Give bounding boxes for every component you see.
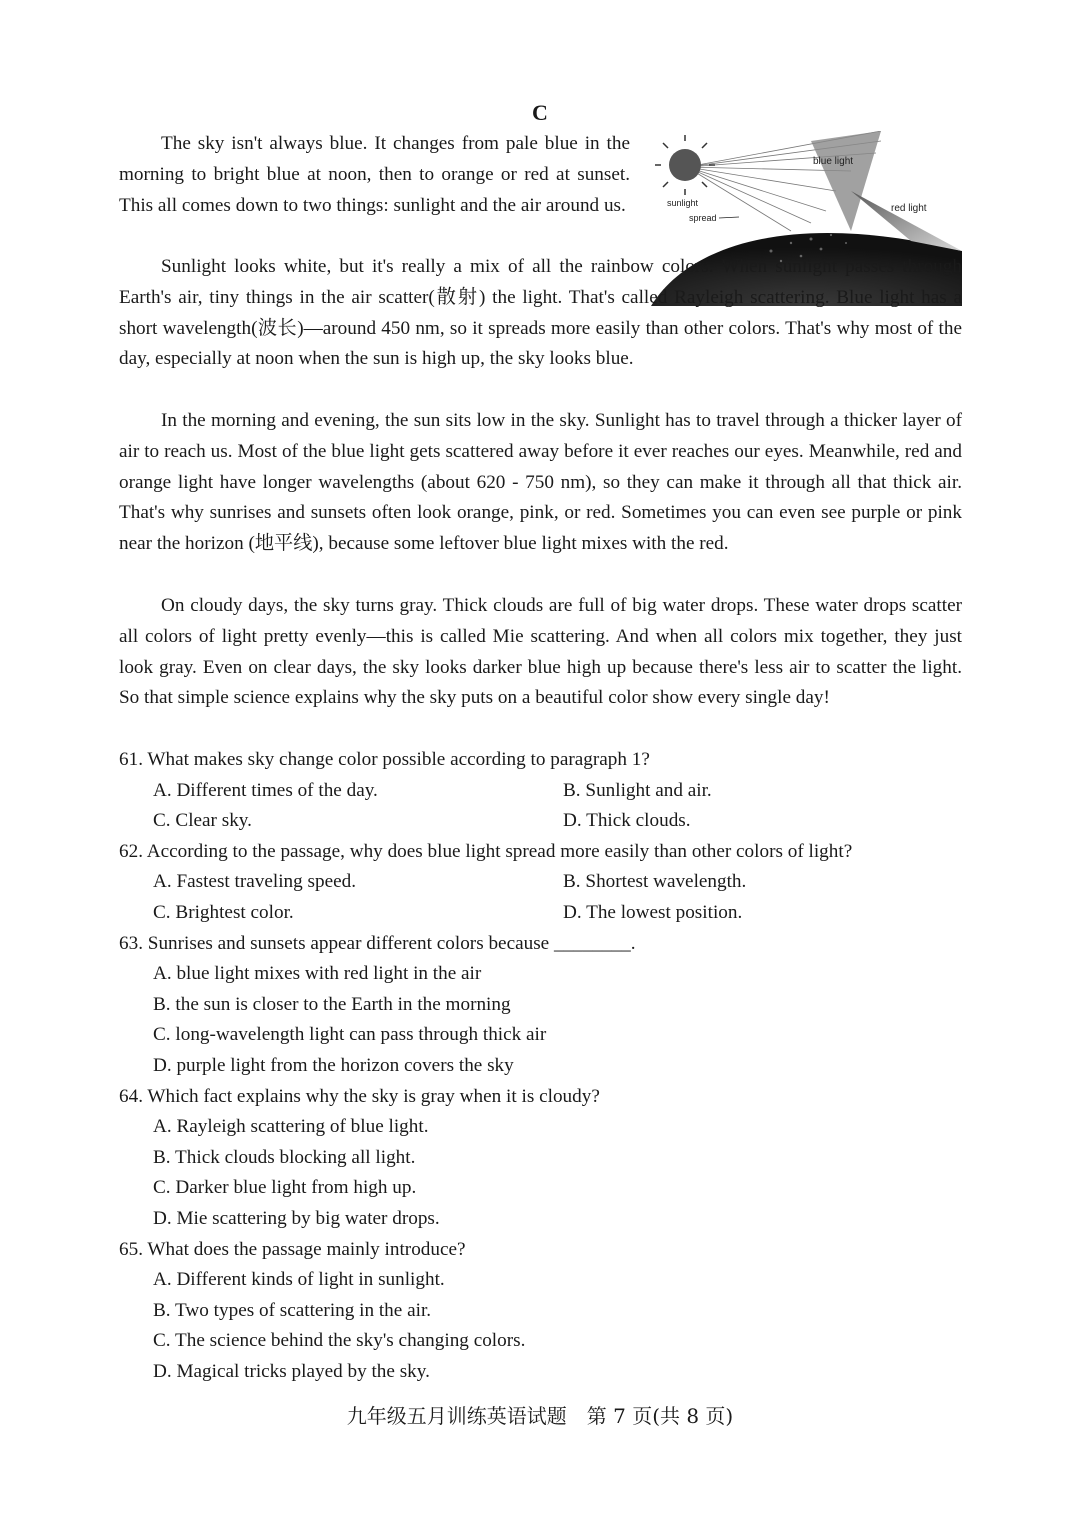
option: C. Darker blue light from high up. [153,1177,417,1199]
option: A. Fastest traveling speed. [153,871,357,893]
option: A. Different kinds of light in sunlight. [153,1269,445,1291]
label-sunlight: sunlight [667,198,699,208]
question-61 [119,745,962,837]
option: B. Shortest wavelength. [563,871,747,893]
label-blue-light: blue light [813,156,854,167]
option: C. Clear sky. [153,810,252,832]
option: D. The lowest position. [563,901,743,923]
question-64 [119,1082,962,1235]
paragraph-2-text: Sunlight looks white, but it's really a mix of all the rainbow colors. When sunlight passes through Earth's air, tiny things in the air scatter(散射) the light. That's called Rayleigh scattering. Blue light has a short wavelength(波长)—around 450 nm, so it spreads more easily than other colors. That's why most of the day, especially at noon when the sun is high up, the sky looks blue. [119,256,962,370]
questions [119,745,962,1387]
option: B. Thick clouds blocking all light. [153,1146,416,1168]
option: D. purple light from the horizon covers the sky [153,1054,514,1076]
paragraph-2 [119,252,962,375]
option: D. Magical tricks played by the sky. [153,1360,430,1382]
option: B. Sunlight and air. [563,779,712,801]
question-stem: 61. What makes sky change color possible according to paragraph 1? [119,749,650,770]
page-footer: 九年级五月训练英语试题 第 7 页(共 8 页) [346,1404,734,1428]
option: C. long-wavelength light can pass through thick air [153,1024,547,1046]
option: D. Mie scattering by big water drops. [153,1207,440,1229]
question-62 [119,837,962,929]
question-stem: 62. According to the passage, why does blue light spread more easily than other colors of light? [119,840,853,862]
option: C. The science behind the sky's changing colors. [153,1330,526,1352]
option: A. Different times of the day. [153,779,378,801]
question-65 [119,1235,962,1388]
option: C. Brightest color. [153,901,294,923]
option: B. the sun is closer to the Earth in the morning [153,993,511,1015]
option: A. blue light mixes with red light in the air [153,963,482,985]
paragraph-3: In the morning and evening, the sun sits low in the sky. Sunlight has to travel through a thicker layer of air to reach us. Most of the blue light gets scattered away before it ever reaches our eyes. Meanwhile, red and orange light have longer wavelengths (about 620 - 750 nm), so they can make it through all that thick air. That's why sunrises and sunsets often look orange, pink, or red. Sometimes you can even see purple or pink near the horizon (地平线), because some leftover blue light mixes with the red. [119,410,962,555]
option: A. Rayleigh scattering of blue light. [153,1116,429,1138]
option: D. Thick clouds. [563,810,691,832]
question-stem: 65. What does the passage mainly introduce? [119,1238,466,1260]
option: B. Two types of scattering in the air. [153,1299,432,1321]
paragraph-1: The sky isn't always blue. It changes from pale blue in the morning to bright blue at noon, then to orange or red at sunset. This all comes down to two things: sunlight and the air around us. [119,133,630,216]
question-63 [119,929,962,1082]
paragraph-4: On cloudy days, the sky turns gray. Thick clouds are full of big water drops. These water drops scatter all colors of light pretty evenly—this is called Mie scattering. And when all colors mix together, they just look gray. Even on clear days, the sky looks darker blue high up because there's less air to scatter the light. So that simple science explains why the sky puts on a beautiful color show every single day! [119,595,962,709]
label-spread: spread [689,213,717,223]
section-title: C [532,100,548,125]
question-stem: 63. Sunrises and sunsets appear different colors because ________. [119,932,636,954]
question-stem: 64. Which fact explains why the sky is gray when it is cloudy? [119,1085,600,1107]
label-red-light: red light [891,203,927,214]
